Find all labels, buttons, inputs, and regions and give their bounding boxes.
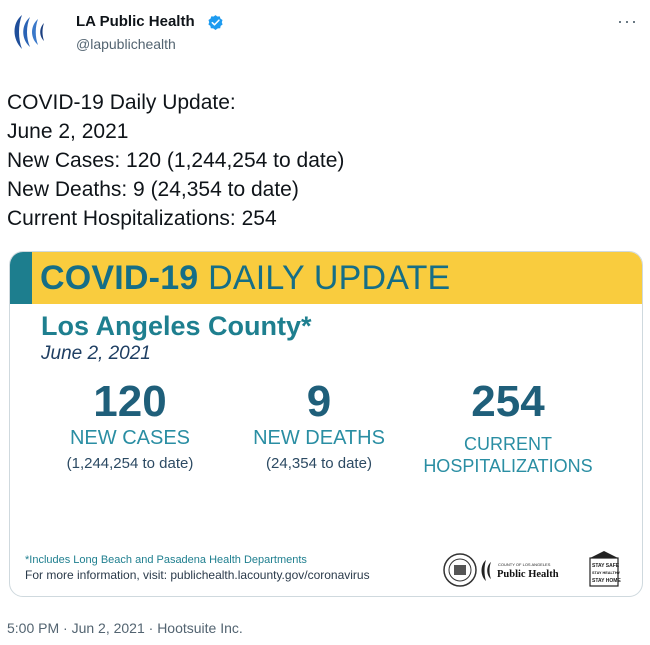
stat-label — [408, 433, 608, 477]
account-handle[interactable]: @lapublichealth — [76, 36, 176, 52]
stat-hospitalizations — [408, 377, 608, 477]
stat-label: NEW DEATHS — [253, 427, 385, 449]
badge-text: STAY SAFE — [592, 563, 620, 569]
card-date: June 2, 2021 — [41, 343, 151, 364]
stay-safe-badge-icon — [590, 551, 621, 586]
card-accent-bar — [10, 252, 32, 304]
stat-new-deaths — [230, 377, 408, 474]
tweet-line: New Cases: 120 (1,244,254 to date) — [7, 149, 345, 172]
county-name: Los Angeles County* — [41, 311, 312, 341]
tweet-line: New Deaths: 9 (24,354 to date) — [7, 178, 299, 201]
logo-small-text: COUNTY OF LOS ANGELES — [498, 562, 551, 567]
tweet-header — [0, 0, 650, 70]
stat-label-line: HOSPITALIZATIONS — [423, 456, 593, 476]
card-title-bold: COVID-19 — [40, 259, 199, 297]
stat-label-line: CURRENT — [464, 434, 552, 454]
tweet-line: June 2, 2021 — [7, 120, 129, 143]
stat-value: 9 — [306, 377, 332, 426]
tweet-text — [7, 88, 344, 233]
tweet-line: COVID-19 Daily Update: — [7, 91, 236, 114]
verified-badge-icon — [207, 14, 224, 31]
stat-subtext: (24,354 to date) — [266, 455, 372, 472]
card-title — [40, 259, 450, 298]
card-footnote: *Includes Long Beach and Pasadena Health Departments — [25, 554, 307, 566]
la-public-health-logo-avatar[interactable] — [8, 9, 52, 53]
more-options-icon[interactable]: ··· — [617, 11, 638, 31]
display-name[interactable]: LA Public Health — [76, 13, 195, 30]
tweet-timestamp[interactable]: 5:00 PM · Jun 2, 2021 · Hootsuite Inc. — [7, 620, 243, 636]
daily-update-image-card[interactable] — [9, 251, 643, 597]
public-health-logo-icon — [482, 560, 559, 581]
stat-label: NEW CASES — [69, 427, 191, 449]
card-logos — [442, 550, 622, 590]
card-more-info: For more information, visit: publichealth.lacounty.gov/coronavirus — [25, 568, 370, 582]
stat-new-cases — [30, 377, 230, 474]
badge-text: STAY HEALTHY — [592, 571, 621, 575]
stat-value: 120 — [93, 377, 167, 426]
county-seal-icon — [444, 554, 476, 586]
logo-text: Public Health — [497, 569, 559, 580]
card-title-light: DAILY UPDATE — [208, 259, 451, 297]
badge-text: STAY HOME — [592, 578, 621, 584]
stat-subtext: (1,244,254 to date) — [66, 455, 194, 472]
tweet-line: Current Hospitalizations: 254 — [7, 207, 277, 230]
stat-value: 254 — [471, 377, 545, 426]
